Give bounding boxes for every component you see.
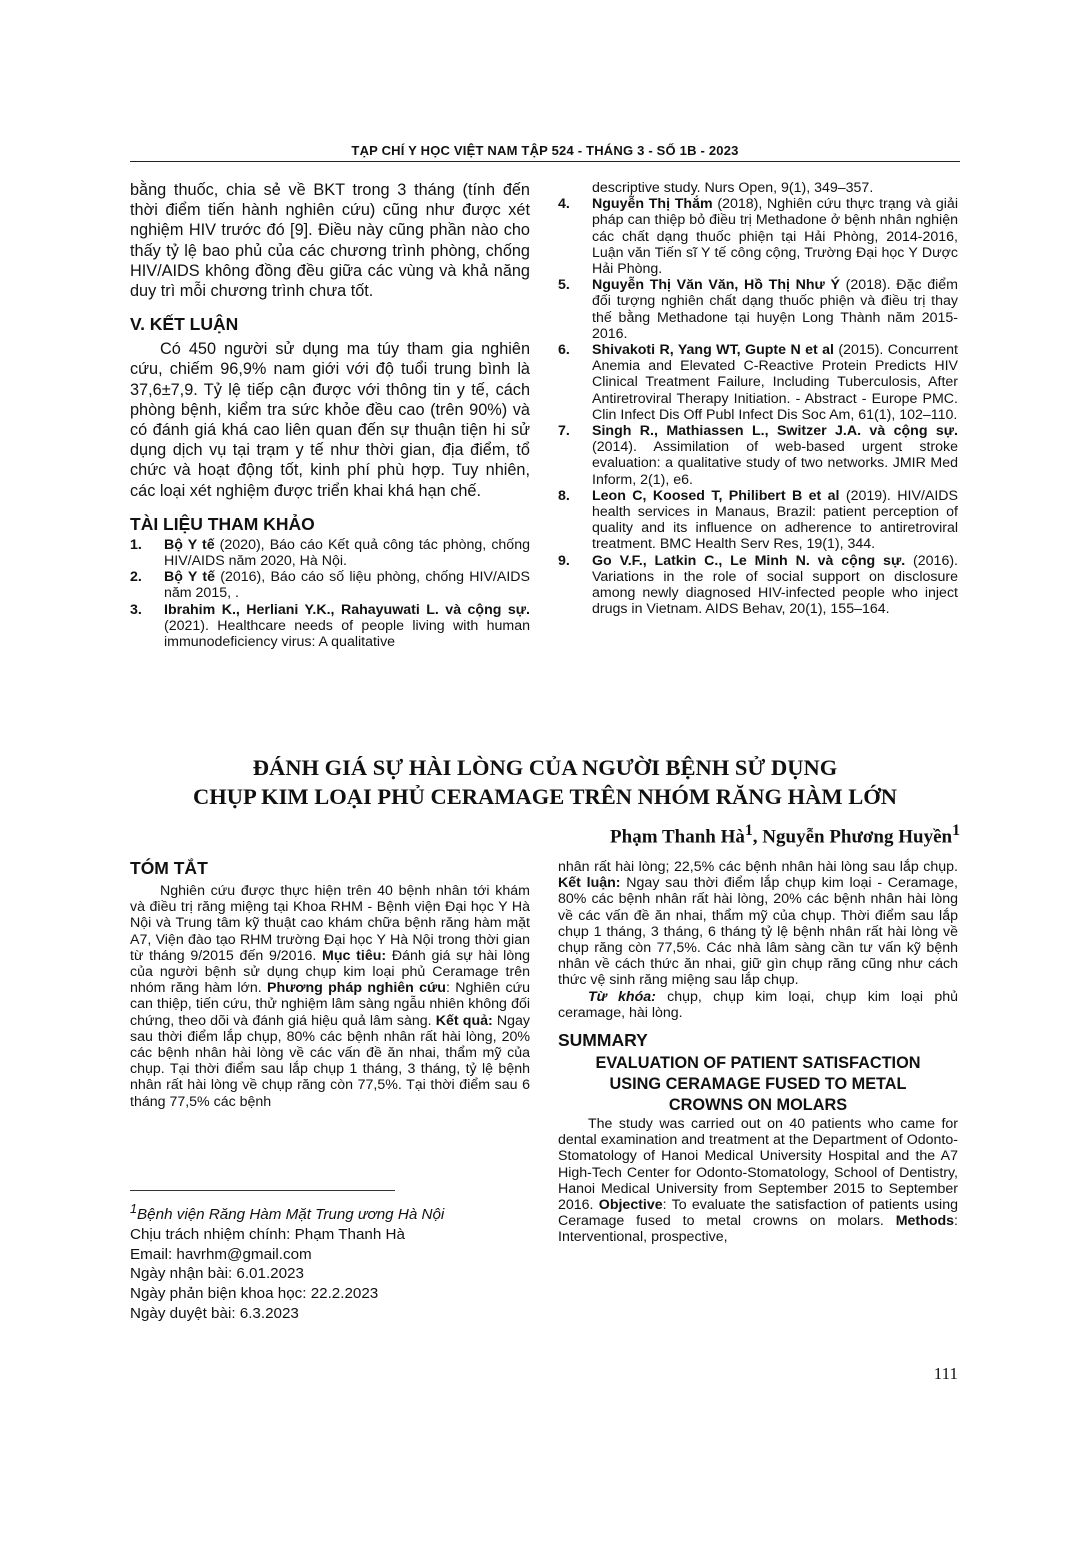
reference-details: descriptive study. Nurs Open, 9(1), 349–357. (592, 180, 874, 196)
abstract-right-column (558, 859, 958, 1246)
reference-details: (2014). Assimilation of web-based urgent stroke evaluation: a qualitative study of two networks. JMIR Med Inform, 2(1), e6. (592, 439, 958, 488)
reference-number: 4. (558, 196, 570, 213)
reference-authors: Singh R., Mathiassen L., Switzer J.A. và cộng sự. (592, 423, 958, 440)
methods-label: Phương pháp nghiên cứu (267, 980, 446, 997)
top-right-column (558, 180, 958, 617)
reference-authors: Shivakoti R, Yang WT, Gupte N et al (592, 342, 834, 359)
author-line (610, 822, 960, 848)
abstract-intro: Nghiên cứu được thực hiện trên 40 bệnh nhân tới khám và điều trị răng miệng tại Khoa RHM - Bệnh viện Đại học Y Hà Nội và Trung tâm kỹ thuật cao khám chữa bệnh răng hàm mặt A7, Viện đào tạo RHM trường Đại học Y Hà Nội trong thời gian từ tháng 9/2015 đến 9/2016. (130, 883, 530, 964)
review-date: Ngày phản biện khoa học: 22.2.2023 (130, 1285, 379, 1303)
author-affiliation-sup: 1 (952, 822, 960, 839)
summary-heading: SUMMARY (558, 1030, 648, 1051)
reference-number: 2. (130, 569, 142, 586)
reference-number: 7. (558, 423, 570, 440)
reference-authors: Bộ Y tế (164, 536, 215, 553)
reference-text (592, 342, 958, 423)
reference-text (592, 277, 958, 342)
contact-email: Email: havrhm@gmail.com (130, 1245, 312, 1263)
reference-number: 9. (558, 552, 570, 569)
reference-details: (2018), Nghiên cứu thực trạng và giải pháp can thiệp bỏ điều trị Methadone ở bệnh nhân nghiện các chất dạng thuốc phiện tại Hải Phòng, 2014-2016, Luận văn Tiến sĩ Y tế công cộng, Trường Đại học Y Dược Hải Phòng. (592, 196, 958, 278)
results-text: Ngay sau thời điểm lắp chụp, 80% các bệnh nhân rất hài lòng, 20% các bệnh nhân hài lòng về các vấn đề ăn nhai, thẩm mỹ của chụp. Tại thời điểm sau lắp chụp 1 tháng, 3 tháng, tỷ lệ bệnh nhân rất hài lòng về chụp răng còn 77,5%. Tại thời điểm sau 6 tháng 77,5% các bệnh (130, 1012, 531, 1110)
summary-title (558, 1053, 958, 1116)
summary-intro: The study was carried out on 40 patients who came for dental examination and treatment at the Department of Odonto-Stomatology of Hanoi Medical University Hospital and the A7 High-Tech Center for Odonto-Stomatology, School of Dentistry, Hanoi Medical University from September 2015 to September 2016. (558, 1116, 958, 1214)
article-title-line1: ĐÁNH GIÁ SỰ HÀI LÒNG CỦA NGƯỜI BỆNH SỬ DỤNG (252, 755, 838, 780)
conclusion-heading: V. KẾT LUẬN (130, 314, 239, 335)
reference-item (130, 537, 530, 569)
conclusion-label: Kết luận: (558, 875, 621, 892)
abstract-vi-left (130, 858, 530, 1110)
reference-authors: Nguyễn Thị Thắm (592, 196, 713, 213)
summary-methods-label: Methods (895, 1213, 955, 1230)
reference-item (558, 423, 958, 488)
summary-title-line2: USING CERAMAGE FUSED TO METAL (609, 1075, 907, 1094)
article-title (130, 753, 960, 811)
reference-item (558, 342, 958, 423)
summary-title-line3: CROWNS ON MOLARS (668, 1096, 848, 1115)
author-name: Phạm Thanh Hà (610, 826, 745, 848)
top-left-column (130, 180, 530, 650)
reference-list-left (130, 537, 530, 650)
reference-item (558, 196, 958, 277)
reference-details: (2016). Variations in the role of social support on disclosure among newly diagnosed HIV-infected people who inject drugs in Vietnam. AIDS Behav, 20(1), 155–164. (592, 552, 958, 618)
reference-details: (2020), Báo cáo Kết quả công tác phòng, chống HIV/AIDS năm 2020, Hà Nội. (164, 536, 530, 570)
reference-item (130, 602, 530, 651)
reference-number (558, 180, 592, 196)
reference-details: (2018). Đặc điểm đối tượng nghiên chất dạng thuốc phiện và điều trị thay thế bằng Methadone tại huyện Long Thành năm 2015-2016. (592, 277, 958, 342)
results-continued: nhân rất hài lòng; 22,5% các bệnh nhân hài lòng sau lắp chụp. (558, 859, 958, 875)
summary-objective-label: Objective (598, 1197, 663, 1214)
summary-paragraph (558, 1116, 958, 1246)
reference-item (558, 277, 958, 342)
reference-item (130, 569, 530, 601)
discussion-paragraph: bằng thuốc, chia sẻ về BKT trong 3 tháng (tính đến thời điểm tiến hành nghiên cứu) cũng như được xét nghiệm HIV trước đó [9]. Điều này cũng phần nào cho thấy tỷ lệ bao phủ của các chương trình phòng, chống HIV/AIDS không đồng đều giữa các vùng và khả năng duy trì mỗi chương trình chưa tốt. (130, 181, 530, 301)
results-label: Kết quả: (435, 1012, 493, 1029)
author-name: Nguyễn Phương Huyền (762, 826, 953, 848)
summary-objective-text: : To evaluate the satisfaction of patients using Ceramage fused to metal crowns on molars. (558, 1197, 958, 1230)
reference-number: 5. (558, 277, 570, 294)
reference-details: (2016), Báo cáo số liệu phòng, chống HIV/AIDS năm 2015, . (164, 569, 530, 602)
reference-item (558, 488, 958, 553)
reference-authors: Ibrahim K., Herliani Y.K., Rahayuwati L. và cộng sự. (164, 601, 530, 618)
reference-text (592, 553, 958, 618)
objective-label: Mục tiêu: (322, 947, 387, 964)
affiliation-sup: 1 (130, 1202, 138, 1216)
footnote (130, 1200, 530, 1324)
reference-details: (2019). HIV/AIDS health services in Manaus, Brazil: patient perception of quality and its influence on adherence to antiretroviral treatment. BMC Health Serv Res, 19(1), 344. (592, 487, 958, 553)
affiliation-text: Bệnh viện Răng Hàm Mặt Trung ương Hà Nội (137, 1206, 445, 1224)
reference-text (164, 537, 530, 569)
reference-authors: Leon C, Koosed T, Philibert B et al (592, 487, 840, 504)
reference-text (592, 196, 958, 277)
methods-text: : Nghiên cứu can thiệp, tiến cứu, thử nghiệm lâm sàng ngẫu nhiên không đối chứng, theo dõi và đánh giá hiệu quả lâm sàng. (130, 980, 530, 1029)
conclusion-text: Ngay sau thời điểm lắp chụp kim loại - Ceramage, 80% các bệnh nhân rất hài lòng, 20% các bệnh nhân hài lòng về các vấn đề ăn nhai, thẩm mỹ của chụp. Thời điểm sau lắp chụp 1 tháng, 3 tháng, 6 tháng tỷ lệ bệnh nhân rất hài lòng về chụp răng còn 77,5%. Các nhà lâm sàng cần tư vấn kỹ bệnh nhân về cách thức ăn nhai, giữ gìn chụp răng cũng như cách thức vệ sinh răng miệng sau lắp chụp. (558, 875, 958, 989)
conclusion-paragraph: Có 450 người sử dụng ma túy tham gia nghiên cứu, chiếm 96,9% nam giới với độ tuổi trung bình là 37,6±7,9. Tỷ lệ tiếp cận được với thông tin y tế, cách phòng bệnh, kiểm tra sức khỏe đều cao (trên 90%) và có đánh giá khá cao liên quan đến sự thuận tiện hi sử dụng dịch vụ tại trạm y tế như thời gian, địa điểm, tổ chức và hoạt động tốt, kinh phí phù hợp. Tuy nhiên, các loại xét nghiệm được triển khai khá hạn chế. (130, 340, 530, 500)
keywords-text: chụp, chụp kim loại, chụp kim loại phủ ceramage, hài lòng. (558, 988, 959, 1021)
running-header: TẠP CHÍ Y HỌC VIỆT NAM TẬP 524 - THÁNG 3 - SỐ 1B - 2023 (351, 143, 739, 158)
reference-text (592, 488, 958, 553)
summary-methods-text: : Interventional, prospective, (558, 1213, 958, 1246)
reference-item-continued (558, 180, 958, 196)
reference-authors: Nguyễn Thị Văn Văn, Hồ Thị Như Ý (592, 277, 840, 294)
accepted-date: Ngày duyệt bài: 6.3.2023 (130, 1305, 299, 1323)
header-rule (130, 161, 960, 162)
affiliation-line (130, 1200, 530, 1225)
reference-item (558, 553, 958, 618)
reference-authors: Go V.F., Latkin C., Le Minh N. và cộng sự. (592, 552, 906, 569)
summary-title-line1: EVALUATION OF PATIENT SATISFACTION (595, 1054, 921, 1073)
reference-text (164, 569, 530, 601)
received-date: Ngày nhận bài: 6.01.2023 (130, 1265, 304, 1283)
reference-number: 1. (130, 536, 142, 553)
article-title-line2: CHỤP KIM LOẠI PHỦ CERAMAGE TRÊN NHÓM RĂNG HÀM LỚN (193, 784, 897, 809)
keywords-label: Từ khóa: (588, 988, 656, 1005)
reference-number: 8. (558, 487, 570, 504)
reference-number: 6. (558, 342, 570, 359)
footnote-rule (130, 1190, 395, 1191)
reference-details: (2015). Concurrent Anemia and Elevated C-Reactive Protein Predicts HIV Clinical Treatment Failure, Including Tuberculosis, After Antiretroviral Therapy Initiation. - Abstract - Europe PMC. Clin Infect Dis Off Publ Infect Dis Soc Am, 61(1), 102–110. (592, 342, 958, 423)
keywords (558, 989, 958, 1021)
reference-text (164, 602, 530, 651)
reference-authors: Bộ Y tế (164, 569, 215, 586)
author-affiliation-sup: 1 (744, 822, 753, 839)
reference-text (592, 423, 958, 488)
reference-details: (2021). Healthcare needs of people living with human immunodeficiency virus: A qualitative (164, 617, 530, 651)
abstract-vi-continued (558, 859, 958, 989)
references-heading: TÀI LIỆU THAM KHẢO (130, 513, 315, 534)
abstract-heading: TÓM TẮT (130, 858, 208, 878)
abstract-vi-paragraph (130, 883, 530, 1110)
responsible-author: Chịu trách nhiệm chính: Phạm Thanh Hà (130, 1225, 405, 1243)
author-separator: , (752, 826, 763, 848)
reference-number: 3. (130, 601, 142, 618)
page-number: 111 (933, 1364, 958, 1383)
objective-text: Đánh giá sự hài lòng của người bệnh sử dụng chụp kim loại phủ Ceramage trên nhóm răng hàm lớn. (130, 947, 530, 997)
